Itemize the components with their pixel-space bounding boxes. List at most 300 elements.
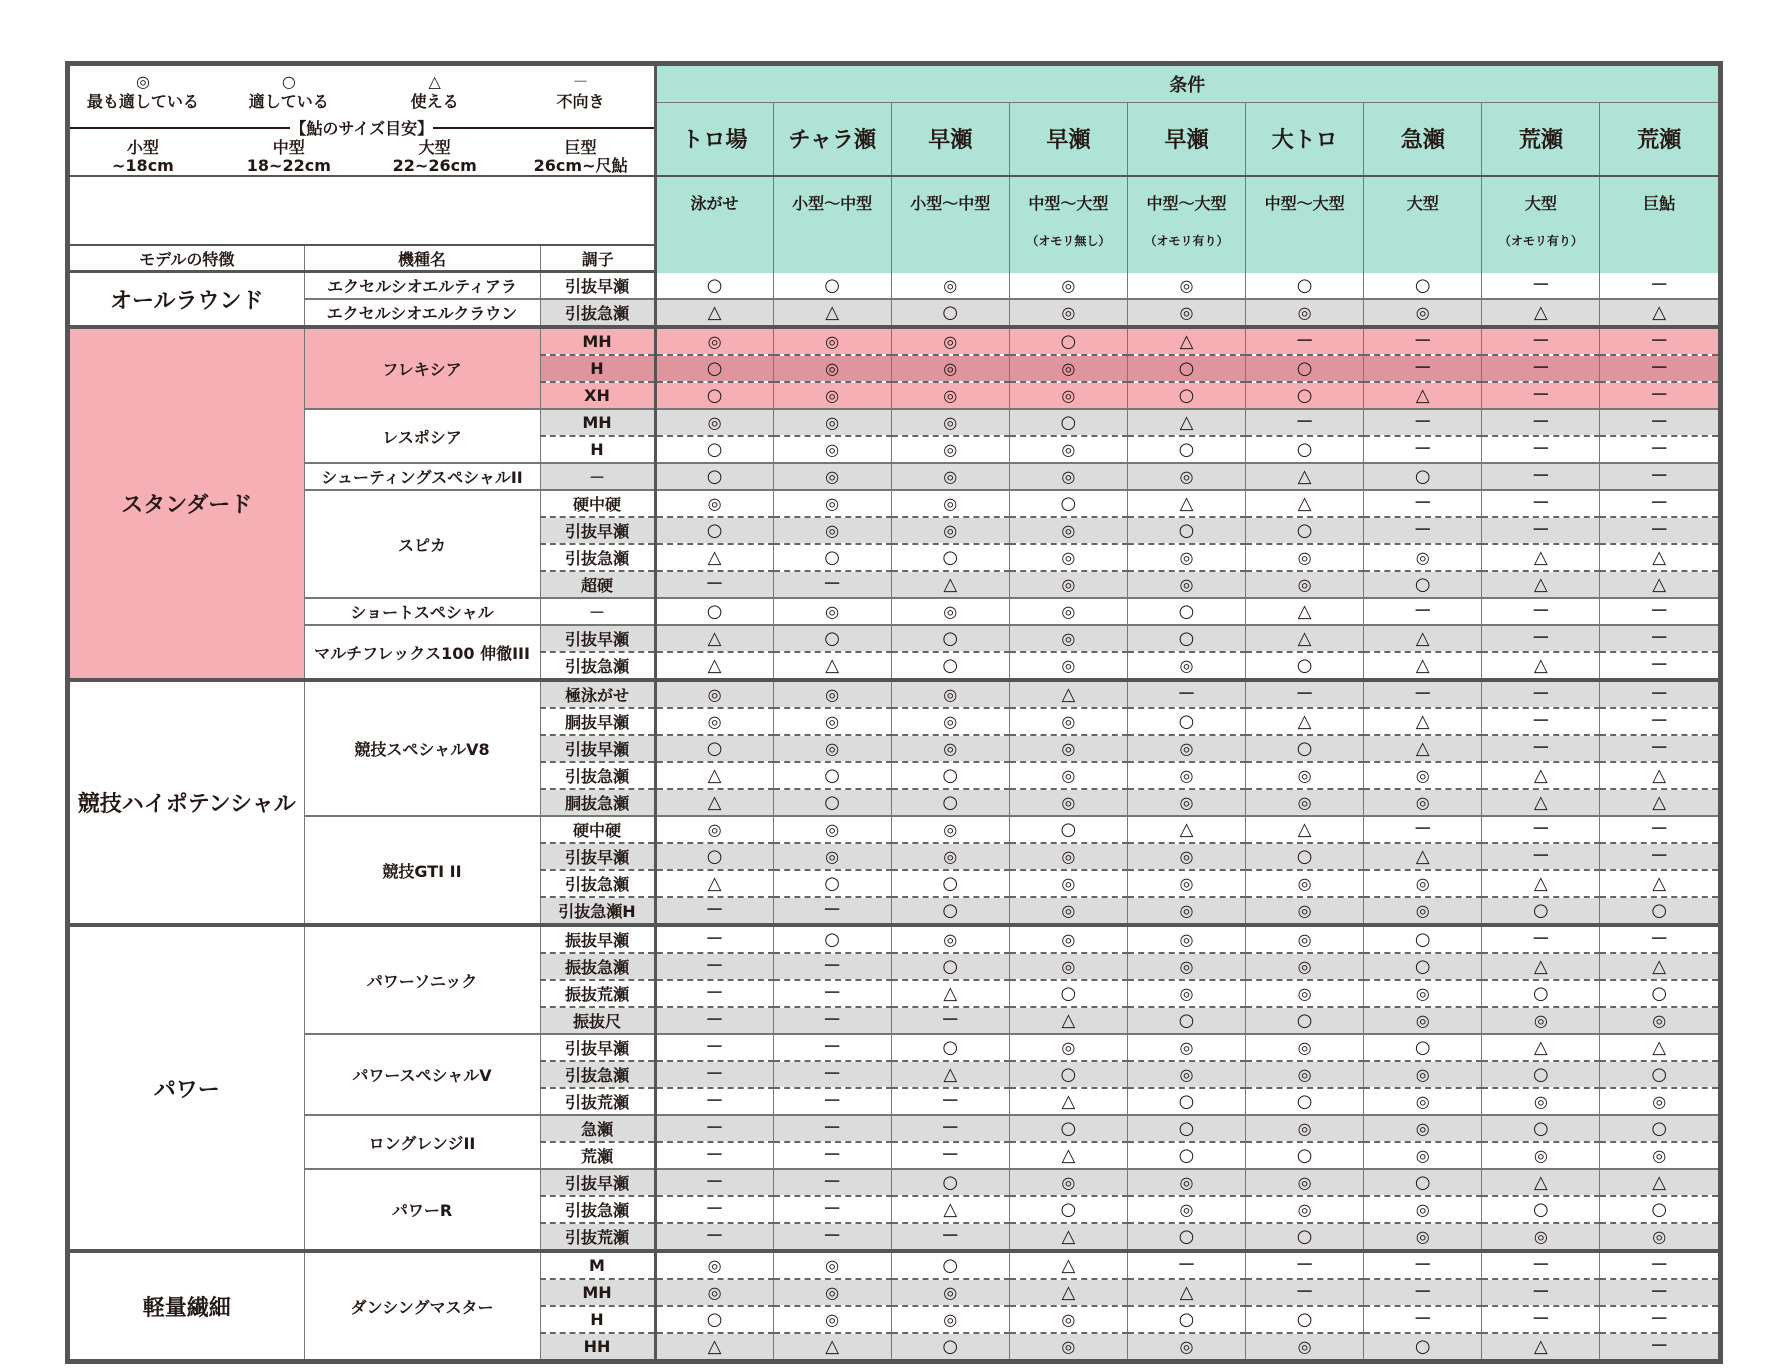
rating-cell bbox=[1364, 843, 1482, 870]
triangle-icon: △ bbox=[1533, 956, 1548, 977]
double-circle-icon: ◎ bbox=[943, 820, 958, 839]
rating-cell bbox=[1364, 463, 1482, 490]
rating-cell bbox=[655, 735, 773, 762]
double-circle-icon: ◎ bbox=[943, 930, 958, 949]
circle-icon: ○ bbox=[1060, 1118, 1077, 1139]
rating-cell bbox=[1127, 463, 1245, 490]
dash-icon: － bbox=[1413, 684, 1432, 705]
rating-cell bbox=[1127, 273, 1245, 299]
tone-label: 硬中硬 bbox=[540, 816, 655, 843]
dash-icon: － bbox=[1650, 412, 1669, 433]
circle-icon: ○ bbox=[706, 275, 723, 296]
tone-label: H bbox=[540, 1306, 655, 1333]
rating-cell bbox=[655, 925, 773, 953]
rating-cell bbox=[1127, 953, 1245, 980]
model-name: パワースペシャルV bbox=[304, 1034, 540, 1115]
double-circle-icon: ◎ bbox=[1415, 303, 1430, 322]
double-circle-icon: ◎ bbox=[1297, 874, 1312, 893]
triangle-icon: △ bbox=[1415, 738, 1430, 759]
circle-icon: ○ bbox=[1060, 331, 1077, 352]
rating-cell bbox=[1127, 327, 1245, 355]
rating-cell bbox=[1600, 517, 1718, 544]
circle-icon: ○ bbox=[1296, 358, 1313, 379]
double-circle-icon: ◎ bbox=[943, 467, 958, 486]
legend-label: 最も適している bbox=[86, 92, 199, 111]
dash-icon: － bbox=[1531, 1255, 1550, 1276]
rating-cell bbox=[1364, 762, 1482, 789]
tone-label: 引抜急瀬 bbox=[540, 544, 655, 571]
rating-cell bbox=[1246, 843, 1364, 870]
rating-cell bbox=[1246, 816, 1364, 843]
tone-label: 胴抜急瀬 bbox=[540, 789, 655, 816]
circle-icon: ○ bbox=[1532, 900, 1549, 921]
dash-icon: － bbox=[1531, 275, 1550, 296]
rating-cell bbox=[1482, 598, 1600, 625]
rating-cell bbox=[1600, 1279, 1718, 1306]
dash-icon: － bbox=[1531, 439, 1550, 460]
triangle-icon: △ bbox=[943, 983, 958, 1004]
double-circle-icon: ◎ bbox=[1061, 793, 1076, 812]
double-circle-icon: ◎ bbox=[1061, 957, 1076, 976]
double-circle-icon: ◎ bbox=[707, 685, 722, 704]
double-circle-icon: ◎ bbox=[1415, 548, 1430, 567]
double-circle-icon: ◎ bbox=[1061, 901, 1076, 920]
dash-icon: － bbox=[1650, 1336, 1669, 1357]
rating-cell bbox=[1482, 680, 1600, 708]
triangle-icon: △ bbox=[1533, 765, 1548, 786]
size-name: 大型 bbox=[418, 138, 451, 157]
double-circle-icon: ◎ bbox=[825, 440, 840, 459]
condition-name: 大トロ bbox=[1246, 102, 1364, 176]
rating-cell bbox=[773, 327, 891, 355]
model-name: 競技GTI II bbox=[304, 816, 540, 925]
condition-sub bbox=[1600, 176, 1718, 273]
dash-icon: － bbox=[1650, 684, 1669, 705]
rating-cell bbox=[655, 571, 773, 598]
circle-icon: ○ bbox=[706, 738, 723, 759]
rating-cell bbox=[773, 544, 891, 571]
triangle-icon: △ bbox=[707, 547, 722, 568]
size-name: 中型 bbox=[272, 138, 305, 157]
double-circle-icon: ◎ bbox=[1061, 276, 1076, 295]
dash-icon: － bbox=[1650, 738, 1669, 759]
rating-cell bbox=[1482, 1306, 1600, 1333]
rating-cell bbox=[1600, 544, 1718, 571]
rating-cell bbox=[655, 463, 773, 490]
rating-cell bbox=[1246, 382, 1364, 409]
rating-cell bbox=[1009, 544, 1127, 571]
double-circle-icon: ◎ bbox=[825, 712, 840, 731]
rating-cell bbox=[773, 870, 891, 897]
rating-cell bbox=[773, 571, 891, 598]
condition-note: （オモリ無し） bbox=[1026, 234, 1111, 248]
rating-cell bbox=[1482, 789, 1600, 816]
rating-cell bbox=[1482, 625, 1600, 652]
rating-cell bbox=[1009, 953, 1127, 980]
dash-icon: － bbox=[1650, 439, 1669, 460]
rating-cell bbox=[1127, 925, 1245, 953]
rating-cell bbox=[1364, 517, 1482, 544]
rating-cell bbox=[1246, 652, 1364, 680]
double-circle-icon: ◎ bbox=[1652, 1011, 1667, 1030]
double-circle-icon: ◎ bbox=[1179, 1200, 1194, 1219]
rating-cell bbox=[1127, 1196, 1245, 1223]
legend-label: 使える bbox=[410, 92, 459, 111]
size-item bbox=[362, 139, 508, 175]
double-circle-icon: ◎ bbox=[943, 440, 958, 459]
rating-cell bbox=[1009, 762, 1127, 789]
circle-icon: ○ bbox=[706, 601, 723, 622]
tone-label: 引抜早瀬 bbox=[540, 1034, 655, 1061]
rating-cell bbox=[1364, 409, 1482, 436]
triangle-icon: △ bbox=[1652, 547, 1667, 568]
triangle-icon: △ bbox=[943, 574, 958, 595]
triangle-icon: △ bbox=[1415, 385, 1430, 406]
dash-icon: － bbox=[1531, 628, 1550, 649]
double-circle-icon: ◎ bbox=[1061, 303, 1076, 322]
condition-sub bbox=[891, 176, 1009, 273]
table-row bbox=[70, 490, 1718, 517]
rating-cell bbox=[1009, 571, 1127, 598]
rating-cell bbox=[1482, 897, 1600, 925]
size-range: ~18cm bbox=[112, 156, 174, 175]
dash-icon: － bbox=[1650, 1309, 1669, 1330]
rating-cell bbox=[1127, 1169, 1245, 1196]
double-circle-icon: ◎ bbox=[1415, 1200, 1430, 1219]
circle-icon: ○ bbox=[942, 792, 959, 813]
circle-icon: ○ bbox=[942, 1336, 959, 1357]
rating-cell bbox=[1127, 1306, 1245, 1333]
rating-cell bbox=[891, 708, 1009, 735]
double-circle-icon: ◎ bbox=[943, 602, 958, 621]
dash-icon: － bbox=[823, 900, 842, 921]
rating-cell bbox=[1600, 843, 1718, 870]
rating-cell bbox=[1482, 925, 1600, 953]
legend-item bbox=[362, 72, 508, 112]
rating-cell bbox=[655, 327, 773, 355]
rating-cell bbox=[891, 1196, 1009, 1223]
double-circle-icon: ◎ bbox=[1179, 656, 1194, 675]
dash-icon: － bbox=[705, 1172, 724, 1193]
conditions-header: 条件 bbox=[655, 66, 1718, 102]
dash-icon: － bbox=[823, 1226, 842, 1247]
model-name: ロングレンジII bbox=[304, 1115, 540, 1169]
circle-icon: ○ bbox=[1532, 983, 1549, 1004]
double-circle-icon: ◎ bbox=[1061, 847, 1076, 866]
rating-cell bbox=[1482, 1115, 1600, 1142]
double-circle-icon: ◎ bbox=[1179, 575, 1194, 594]
model-name: エクセルシオエルクラウン bbox=[304, 299, 540, 327]
double-circle-icon: ◎ bbox=[1061, 874, 1076, 893]
dash-icon: － bbox=[1531, 819, 1550, 840]
rating-cell bbox=[655, 789, 773, 816]
triangle-icon: △ bbox=[707, 1336, 722, 1357]
circle-icon: ○ bbox=[942, 900, 959, 921]
dash-icon: － bbox=[823, 1064, 842, 1085]
rating-cell bbox=[1009, 816, 1127, 843]
rating-cell bbox=[1127, 1034, 1245, 1061]
circle-icon: ○ bbox=[1178, 1309, 1195, 1330]
double-circle-icon: ◎ bbox=[1179, 930, 1194, 949]
rating-cell bbox=[891, 490, 1009, 517]
double-circle-icon: ◎ bbox=[1061, 602, 1076, 621]
triangle-icon: △ bbox=[1652, 574, 1667, 595]
dash-icon: － bbox=[1531, 1282, 1550, 1303]
rating-cell bbox=[1246, 1333, 1364, 1359]
triangle-icon: △ bbox=[1179, 412, 1194, 433]
rating-cell bbox=[1600, 463, 1718, 490]
rating-cell bbox=[1009, 327, 1127, 355]
dash-icon: － bbox=[1531, 385, 1550, 406]
condition-sub bbox=[1482, 176, 1600, 273]
double-circle-icon: ◎ bbox=[1297, 1038, 1312, 1057]
dash-icon: － bbox=[705, 1145, 724, 1166]
rating-cell bbox=[1600, 652, 1718, 680]
condition-size: 巨鮎 bbox=[1643, 194, 1676, 213]
rating-cell bbox=[773, 1034, 891, 1061]
tone-label: 引抜急瀬 bbox=[540, 1061, 655, 1088]
tone-label: 引抜早瀬 bbox=[540, 735, 655, 762]
rating-cell bbox=[891, 925, 1009, 953]
rating-cell bbox=[655, 1333, 773, 1359]
rating-cell bbox=[891, 1223, 1009, 1251]
double-circle-icon: ◎ bbox=[1533, 1092, 1548, 1111]
dash-icon: － bbox=[823, 1010, 842, 1031]
table-row bbox=[70, 1034, 1718, 1061]
size-range: 26cm~尺鮎 bbox=[533, 156, 628, 175]
dash-icon: － bbox=[1650, 493, 1669, 514]
double-circle-icon: ◎ bbox=[1415, 874, 1430, 893]
size-item bbox=[508, 139, 654, 175]
tone-label: 振抜荒瀬 bbox=[540, 980, 655, 1007]
rating-cell bbox=[891, 897, 1009, 925]
rating-cell bbox=[891, 1142, 1009, 1169]
double-circle-icon: ◎ bbox=[825, 386, 840, 405]
double-circle-icon: ◎ bbox=[135, 72, 150, 91]
rating-cell bbox=[773, 1279, 891, 1306]
double-circle-icon: ◎ bbox=[825, 494, 840, 513]
rating-cell bbox=[891, 980, 1009, 1007]
dash-icon: － bbox=[1531, 412, 1550, 433]
circle-icon: ○ bbox=[1532, 1064, 1549, 1085]
dash-icon: － bbox=[1295, 1255, 1314, 1276]
condition-name: 早瀬 bbox=[1127, 102, 1245, 176]
condition-sub bbox=[1364, 176, 1482, 273]
rating-cell bbox=[1600, 953, 1718, 980]
dash-icon: － bbox=[1650, 655, 1669, 676]
rating-cell bbox=[773, 1142, 891, 1169]
rating-cell bbox=[1364, 1061, 1482, 1088]
rating-cell bbox=[1600, 1088, 1718, 1115]
rating-cell bbox=[1009, 1034, 1127, 1061]
dash-icon: － bbox=[1413, 493, 1432, 514]
double-circle-icon: ◎ bbox=[943, 847, 958, 866]
triangle-icon: △ bbox=[1652, 873, 1667, 894]
dash-icon: － bbox=[1413, 1309, 1432, 1330]
triangle-icon: △ bbox=[1533, 1336, 1548, 1357]
rating-cell bbox=[773, 1333, 891, 1359]
rating-cell bbox=[891, 1333, 1009, 1359]
double-circle-icon: ◎ bbox=[825, 359, 840, 378]
category-name: 競技ハイポテンシャル bbox=[70, 680, 304, 925]
double-circle-icon: ◎ bbox=[825, 602, 840, 621]
rating-cell bbox=[1600, 436, 1718, 463]
triangle-icon: △ bbox=[1061, 684, 1076, 705]
table-row bbox=[70, 1115, 1718, 1142]
rating-cell bbox=[655, 409, 773, 436]
rating-cell bbox=[1009, 1115, 1127, 1142]
dash-icon: － bbox=[1531, 466, 1550, 487]
condition-sub bbox=[1009, 176, 1127, 273]
triangle-icon: △ bbox=[825, 655, 840, 676]
rating-cell bbox=[1246, 1088, 1364, 1115]
dash-icon: － bbox=[823, 1091, 842, 1112]
rating-cell bbox=[1009, 598, 1127, 625]
rating-cell bbox=[655, 762, 773, 789]
circle-icon: ○ bbox=[942, 765, 959, 786]
circle-icon: ○ bbox=[1060, 1064, 1077, 1085]
rating-cell bbox=[1364, 789, 1482, 816]
rating-cell bbox=[1246, 490, 1364, 517]
rating-cell bbox=[1009, 1088, 1127, 1115]
rating-cell bbox=[1246, 870, 1364, 897]
dash-icon: － bbox=[705, 929, 724, 950]
tone-label: 急瀬 bbox=[540, 1115, 655, 1142]
rating-cell bbox=[1600, 1223, 1718, 1251]
circle-icon: ○ bbox=[942, 873, 959, 894]
rating-cell bbox=[1246, 1223, 1364, 1251]
dash-icon: － bbox=[941, 1010, 960, 1031]
circle-icon: ○ bbox=[706, 1309, 723, 1330]
tone-label: MH bbox=[540, 409, 655, 436]
double-circle-icon: ◎ bbox=[707, 494, 722, 513]
circle-icon: ○ bbox=[1414, 929, 1431, 950]
rating-cell bbox=[1482, 816, 1600, 843]
rating-cell bbox=[1246, 327, 1364, 355]
rating-cell bbox=[1482, 544, 1600, 571]
rating-cell bbox=[655, 625, 773, 652]
condition-name: 荒瀬 bbox=[1600, 102, 1718, 176]
rating-cell bbox=[1482, 843, 1600, 870]
double-circle-icon: ◎ bbox=[1061, 467, 1076, 486]
dash-icon: － bbox=[1413, 520, 1432, 541]
model-name: 競技スペシャルV8 bbox=[304, 680, 540, 816]
rating-cell bbox=[655, 436, 773, 463]
rating-cell bbox=[1482, 1196, 1600, 1223]
rating-cell bbox=[773, 1196, 891, 1223]
rating-cell bbox=[655, 355, 773, 382]
triangle-icon: △ bbox=[1652, 1037, 1667, 1058]
rating-cell bbox=[773, 953, 891, 980]
double-circle-icon: ◎ bbox=[1415, 1065, 1430, 1084]
rating-cell bbox=[891, 436, 1009, 463]
circle-icon: ○ bbox=[1178, 1010, 1195, 1031]
rating-cell bbox=[1246, 517, 1364, 544]
dash-icon: － bbox=[1531, 601, 1550, 622]
rating-cell bbox=[773, 897, 891, 925]
table-body bbox=[70, 273, 1718, 1359]
double-circle-icon: ◎ bbox=[1652, 1227, 1667, 1246]
triangle-icon: △ bbox=[1061, 1145, 1076, 1166]
circle-icon: ○ bbox=[1296, 738, 1313, 759]
double-circle-icon: ◎ bbox=[1179, 901, 1194, 920]
triangle-icon: △ bbox=[1533, 574, 1548, 595]
circle-icon: ○ bbox=[942, 1172, 959, 1193]
circle-icon: ○ bbox=[1296, 655, 1313, 676]
col-header-model: 機種名 bbox=[304, 245, 540, 272]
triangle-icon: △ bbox=[1061, 1226, 1076, 1247]
rating-cell bbox=[1482, 436, 1600, 463]
circle-icon: ○ bbox=[1296, 1309, 1313, 1330]
size-item bbox=[216, 139, 362, 175]
dash-icon: － bbox=[572, 72, 589, 91]
rating-cell bbox=[1482, 1034, 1600, 1061]
table-row bbox=[70, 299, 1718, 327]
rating-cell bbox=[891, 1115, 1009, 1142]
circle-icon: ○ bbox=[1060, 1199, 1077, 1220]
rating-cell bbox=[1364, 1088, 1482, 1115]
double-circle-icon: ◎ bbox=[1179, 874, 1194, 893]
dash-icon: － bbox=[1650, 275, 1669, 296]
rating-cell bbox=[891, 870, 1009, 897]
double-circle-icon: ◎ bbox=[1297, 1065, 1312, 1084]
rating-cell bbox=[1246, 355, 1364, 382]
circle-icon: ○ bbox=[824, 275, 841, 296]
rating-cell bbox=[1482, 1061, 1600, 1088]
double-circle-icon: ◎ bbox=[1061, 521, 1076, 540]
dash-icon: － bbox=[1650, 385, 1669, 406]
double-circle-icon: ◎ bbox=[1061, 575, 1076, 594]
rating-cell bbox=[655, 1223, 773, 1251]
rating-cell bbox=[773, 925, 891, 953]
dash-icon: － bbox=[705, 983, 724, 1004]
rating-cell bbox=[1364, 708, 1482, 735]
rating-cell bbox=[1246, 1034, 1364, 1061]
tone-label: MH bbox=[540, 1279, 655, 1306]
rating-cell bbox=[1600, 299, 1718, 327]
rating-cell bbox=[1364, 327, 1482, 355]
double-circle-icon: ◎ bbox=[825, 332, 840, 351]
rating-cell bbox=[1600, 1061, 1718, 1088]
rating-cell bbox=[1364, 980, 1482, 1007]
rating-cell bbox=[773, 789, 891, 816]
rating-cell bbox=[1127, 1142, 1245, 1169]
circle-icon: ○ bbox=[1178, 628, 1195, 649]
dash-icon: － bbox=[1531, 684, 1550, 705]
circle-icon: ○ bbox=[706, 520, 723, 541]
rating-cell bbox=[1364, 1142, 1482, 1169]
dash-icon: － bbox=[1413, 1282, 1432, 1303]
rating-cell bbox=[891, 382, 1009, 409]
circle-icon: ○ bbox=[1414, 1172, 1431, 1193]
double-circle-icon: ◎ bbox=[1061, 1337, 1076, 1356]
rating-cell bbox=[1600, 762, 1718, 789]
rating-cell bbox=[1364, 571, 1482, 598]
tone-label: 振抜尺 bbox=[540, 1007, 655, 1034]
rating-cell bbox=[1246, 625, 1364, 652]
circle-icon: ○ bbox=[1178, 520, 1195, 541]
rating-cell bbox=[1482, 735, 1600, 762]
rating-cell bbox=[1364, 1251, 1482, 1279]
dash-icon: － bbox=[1531, 520, 1550, 541]
rating-cell bbox=[1246, 953, 1364, 980]
tone-label: XH bbox=[540, 382, 655, 409]
triangle-icon: △ bbox=[1652, 1172, 1667, 1193]
dash-icon: － bbox=[1413, 358, 1432, 379]
rating-cell bbox=[1600, 1196, 1718, 1223]
rating-cell bbox=[1600, 925, 1718, 953]
triangle-icon: △ bbox=[1533, 655, 1548, 676]
